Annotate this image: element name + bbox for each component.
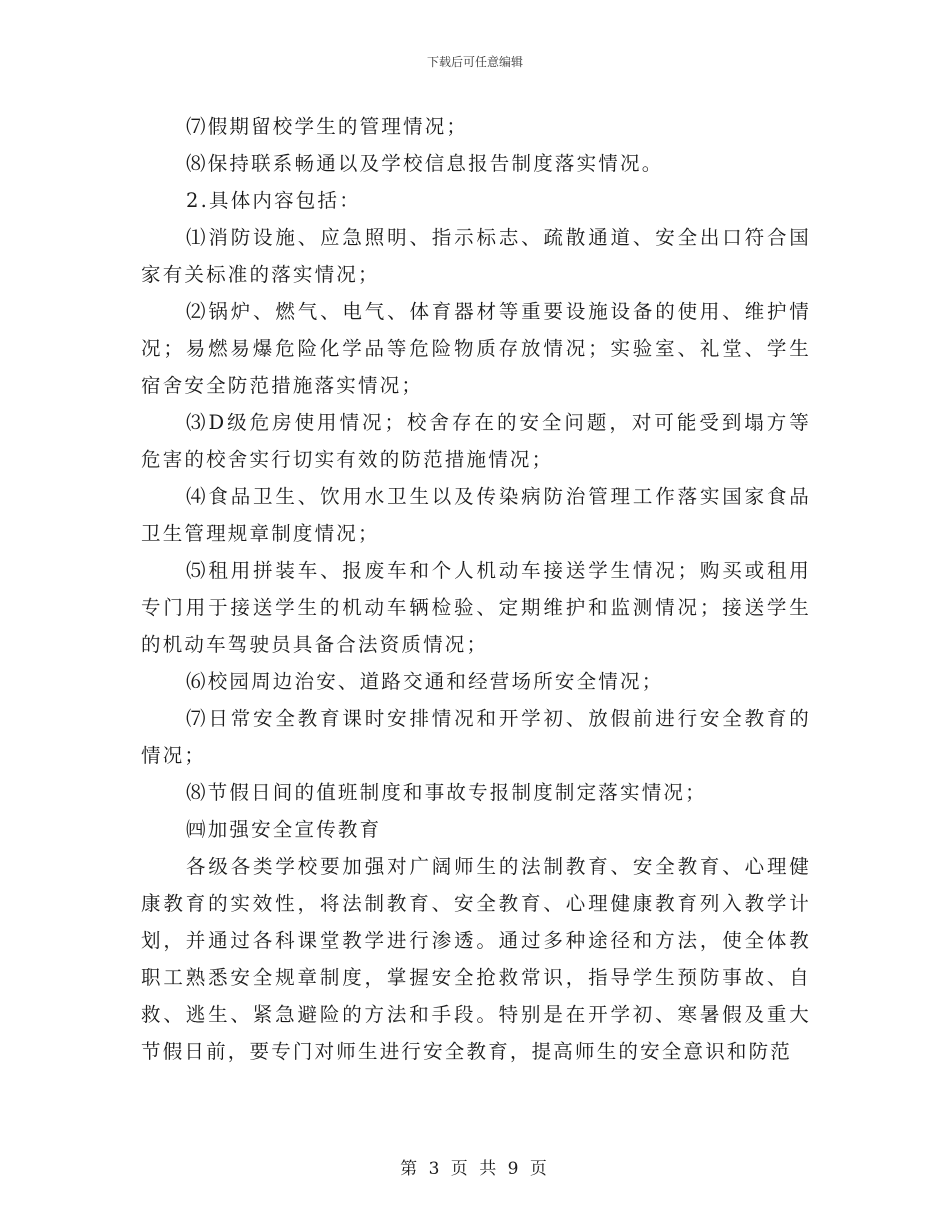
page-number: 第 3 页 共 9 页 — [400, 1159, 550, 1179]
paragraph: 2.具体内容包括： — [186, 189, 361, 212]
paragraph: ⑶D级危房使用情况；校舍存在的安全问题，对可能受到塌方等危害的校舍实行切实有效的防范措施情况； — [141, 411, 811, 471]
paragraph: 各级各类学校要加强对广阔师生的法制教育、安全教育、心理健康教育的实效性，将法制教育、安全教育、心理健康教育列入教学计划，并通过各科课堂教学进行渗透。通过多种途径和方法，使全体教职工熟悉安全规章制度，掌握安全抢救常识，指导学生预防事故、自救、逃生、紧急避险的方法和手段。特别是在开学初、寒暑假及重大节假日前，要专门对师生进行安全教育，提高师生的安全意识和防范 — [141, 855, 811, 1063]
section-heading: ㈣加强安全宣传教育 — [186, 818, 382, 841]
paragraph: ⑻节假日间的值班制度和事故专报制度制定落实情况； — [186, 781, 707, 804]
paragraph: ⑺假期留校学生的管理情况； — [186, 115, 469, 138]
paragraph: ⑷食品卫生、饮用水卫生以及传染病防治管理工作落实国家食品卫生管理规章制度情况； — [141, 485, 811, 545]
paragraph: ⑴消防设施、应急照明、指示标志、疏散通道、安全出口符合国家有关标准的落实情况； — [141, 226, 811, 286]
paragraph: ⑹校园周边治安、道路交通和经营场所安全情况； — [186, 670, 664, 693]
page-header: 下载后可任意编辑 — [426, 55, 523, 69]
paragraph: ⑵锅炉、燃气、电气、体育器材等重要设施设备的使用、维护情况；易燃易爆危险化学品等危险物质存放情况；实验室、礼堂、学生宿舍安全防范措施落实情况； — [141, 300, 811, 397]
paragraph: ⑻保持联系畅通以及学校信息报告制度落实情况。 — [186, 152, 664, 175]
paragraph: ⑺日常安全教育课时安排情况和开学初、放假前进行安全教育的情况； — [141, 707, 811, 767]
paragraph: ⑸租用拼装车、报废车和个人机动车接送学生情况；购买或租用专门用于接送学生的机动车辆检验、定期维护和监测情况；接送学生的机动车驾驶员具备合法资质情况； — [141, 559, 811, 656]
document-body — [141, 108, 811, 1070]
